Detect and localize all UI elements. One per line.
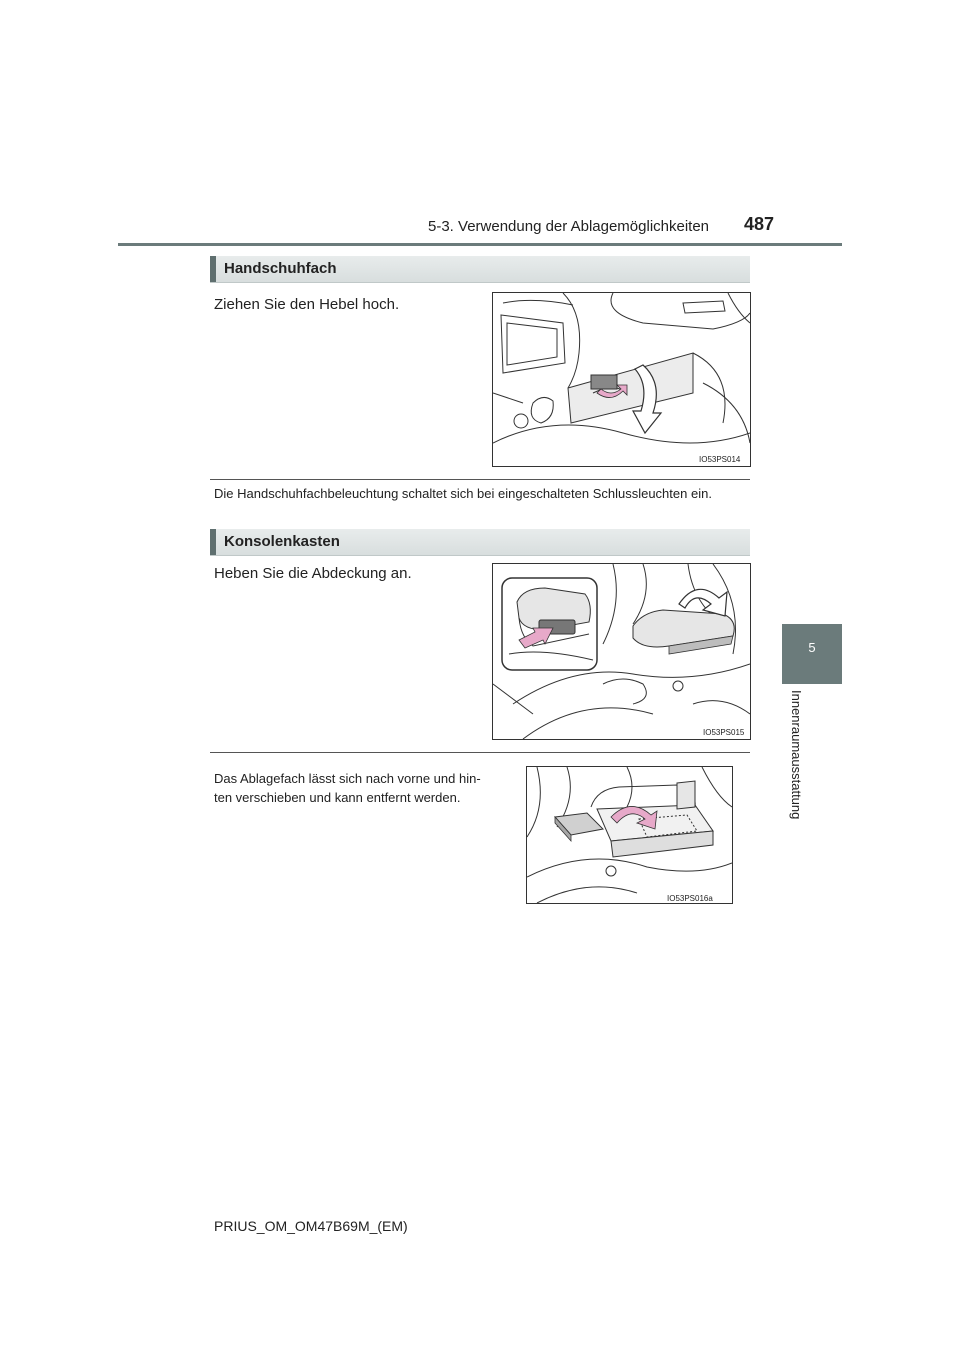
chapter-label-text: Innenraumausstattung [789,690,804,820]
chapter-number: 5 [808,640,816,655]
section-heading-bar [210,529,216,555]
section-heading-bar [210,256,216,282]
header-rule [118,243,842,246]
section-divider [210,479,750,480]
illustration-code: IO53PS014 [699,455,741,464]
page-number: 487 [744,214,775,234]
note-line: ten verschieben und kann entfernt werden. [214,790,461,805]
section-heading-text: Handschuhfach [224,260,337,277]
note-text [214,769,494,807]
chapter-label [788,690,808,830]
illustration-glovebox [492,292,751,467]
illustration-storage-tray [526,766,733,904]
running-header-title: 5-3. Verwendung der Ablagemöglichkeiten [428,218,710,235]
illustration-code: IO53PS015 [703,728,745,737]
section-heading-text: Konsolenkasten [224,533,340,550]
storage-tray-drawing [527,767,732,903]
note-line: Das Ablagefach lässt sich nach vorne und hin- [214,771,481,786]
illustration-console-box [492,563,751,740]
section-divider [210,752,750,753]
glovebox-drawing [493,293,750,466]
section-heading-handschuhfach [210,256,750,283]
step-instruction: Heben Sie die Abdeckung an. [214,565,412,582]
console-box-drawing [493,564,750,739]
section-heading-konsolenkasten [210,529,750,556]
footer-doc-code: PRIUS_OM_OM47B69M_(EM) [214,1218,408,1234]
illustration-code: IO53PS016a [667,894,713,903]
note-text: Die Handschuhfachbeleuchtung schaltet sich bei eingeschalteten Schlussleuchten ein. [214,486,712,501]
step-instruction: Ziehen Sie den Hebel hoch. [214,296,400,313]
